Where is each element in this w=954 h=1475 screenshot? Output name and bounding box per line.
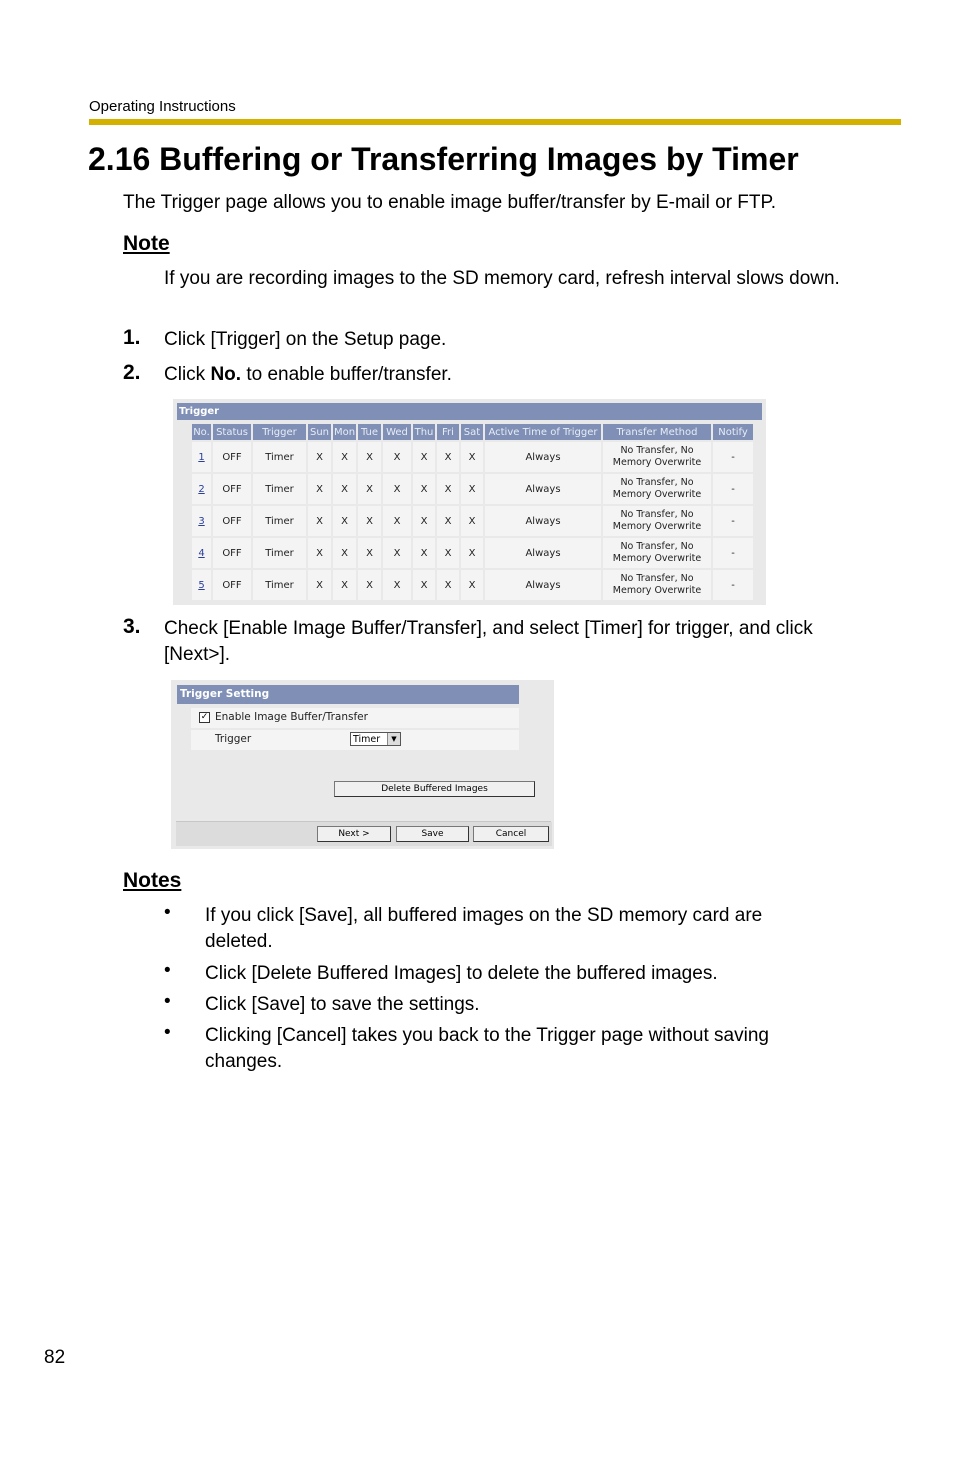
bullet-icon: • [164,902,171,923]
row-number-link[interactable]: 1 [192,442,211,472]
day-cell: X [383,570,411,600]
col-notify: Notify [713,424,753,440]
col-thu: Thu [413,424,435,440]
step-2-text [164,361,452,388]
note-item-1-line-2: deleted. [205,931,273,952]
day-cell: X [333,474,356,504]
day-cell: X [413,474,435,504]
table-row [192,442,753,472]
row-number-link[interactable]: 4 [192,538,211,568]
trigger-cell: Timer [253,570,306,600]
method-line-1: No Transfer, No [620,573,694,584]
day-cell: X [358,442,381,472]
note-item-4-line-2: changes. [205,1051,283,1072]
table-row [192,538,753,568]
day-cell: X [383,474,411,504]
status-cell: OFF [213,506,251,536]
step-3-text-line-2: [Next>]. [164,644,230,665]
col-wed: Wed [383,424,411,440]
day-cell: X [413,442,435,472]
enable-label: Enable Image Buffer/Transfer [215,711,368,723]
day-cell: X [308,442,331,472]
trigger-setting-screenshot [171,680,554,849]
day-cell: X [461,442,483,472]
day-cell: X [308,506,331,536]
trigger-cell: Timer [253,538,306,568]
day-cell: X [437,570,459,600]
section-title: 2.16 Buffering or Transferring Images by Timer [88,141,799,177]
page-number: 82 [44,1347,66,1368]
trigger-table-title: Trigger [177,403,762,420]
day-cell: X [413,538,435,568]
status-cell: OFF [213,538,251,568]
active-time-cell: Always [485,538,601,568]
day-cell: X [333,442,356,472]
day-cell: X [383,506,411,536]
enable-checkbox[interactable]: ✓ [200,712,209,722]
transfer-method-cell [603,570,711,600]
transfer-method-cell [603,474,711,504]
method-line-1: No Transfer, No [620,445,694,456]
header-rule [89,119,901,125]
col-sun: Sun [308,424,331,440]
day-cell: X [358,506,381,536]
row-number-link[interactable]: 2 [192,474,211,504]
running-header: Operating Instructions [89,98,236,115]
day-cell: X [358,474,381,504]
step-2-number: 2. [123,361,141,384]
active-time-cell: Always [485,506,601,536]
intro-text: The Trigger page allows you to enable image buffer/transfer by E-mail or FTP. [123,192,777,213]
trigger-cell: Timer [253,442,306,472]
trigger-select-value: Timer [353,734,381,745]
step-1-number: 1. [123,326,141,349]
step-3-number: 3. [123,615,141,638]
trigger-setting-title: Trigger Setting [177,685,519,704]
next-button[interactable]: Next > [317,826,391,842]
day-cell: X [383,538,411,568]
day-cell: X [333,538,356,568]
dropdown-arrow-icon: ▼ [387,733,400,745]
day-cell: X [437,506,459,536]
step-2-text-after: to enable buffer/transfer. [241,364,452,385]
trigger-label: Trigger [215,733,252,745]
step-2-bold: No. [210,364,242,385]
bullet-icon: • [164,991,171,1012]
notify-cell: - [713,570,753,600]
day-cell: X [308,538,331,568]
status-cell: OFF [213,442,251,472]
notify-cell: - [713,538,753,568]
save-button[interactable]: Save [396,826,469,842]
trigger-select[interactable] [350,732,401,746]
transfer-method-cell [603,506,711,536]
day-cell: X [358,538,381,568]
notify-cell: - [713,474,753,504]
day-cell: X [437,538,459,568]
enable-row [191,708,519,728]
day-cell: X [461,474,483,504]
note-item-1-line-1: If you click [Save], all buffered images on the SD memory card are [205,905,763,926]
note-item-4-line-1: Clicking [Cancel] takes you back to the Trigger page without saving [205,1025,769,1046]
method-line-2: Memory Overwrite [612,489,702,500]
table-row [192,570,753,600]
col-fri: Fri [437,424,459,440]
active-time-cell: Always [485,570,601,600]
table-row [192,506,753,536]
day-cell: X [413,570,435,600]
day-cell: X [308,474,331,504]
day-cell: X [437,474,459,504]
transfer-method-cell [603,442,711,472]
method-line-1: No Transfer, No [620,541,694,552]
row-number-link[interactable]: 3 [192,506,211,536]
col-status: Status [213,424,251,440]
active-time-cell: Always [485,442,601,472]
status-cell: OFF [213,570,251,600]
bullet-icon: • [164,960,171,981]
table-row [192,474,753,504]
day-cell: X [333,506,356,536]
day-cell: X [308,570,331,600]
col-no: No. [192,424,211,440]
step-1-text: Click [Trigger] on the Setup page. [164,329,447,350]
notify-cell: - [713,442,753,472]
col-trigger: Trigger [253,424,306,440]
col-transfer-method: Transfer Method [603,424,711,440]
trigger-table-header [192,424,753,440]
trigger-cell: Timer [253,506,306,536]
delete-buffered-images-button[interactable]: Delete Buffered Images [334,781,535,797]
col-active-time: Active Time of Trigger [485,424,601,440]
trigger-page-screenshot [173,399,766,605]
note-item-2: Click [Delete Buffered Images] to delete the buffered images. [205,963,718,984]
trigger-cell: Timer [253,474,306,504]
col-sat: Sat [461,424,483,440]
day-cell: X [333,570,356,600]
day-cell: X [437,442,459,472]
method-line-1: No Transfer, No [620,509,694,520]
method-line-2: Memory Overwrite [612,457,702,468]
bullet-icon: • [164,1022,171,1043]
method-line-2: Memory Overwrite [612,553,702,564]
trigger-table [190,422,755,602]
notes-heading: Notes [123,869,182,892]
note-heading: Note [123,232,170,255]
notify-cell: - [713,506,753,536]
day-cell: X [461,570,483,600]
method-line-2: Memory Overwrite [612,585,702,596]
method-line-2: Memory Overwrite [612,521,702,532]
transfer-method-cell [603,538,711,568]
day-cell: X [383,442,411,472]
cancel-button[interactable]: Cancel [473,826,549,842]
note-item-3: Click [Save] to save the settings. [205,994,480,1015]
day-cell: X [461,538,483,568]
status-cell: OFF [213,474,251,504]
active-time-cell: Always [485,474,601,504]
row-number-link[interactable]: 5 [192,570,211,600]
step-2-text-before: Click [164,364,211,385]
trigger-row [191,730,519,750]
day-cell: X [461,506,483,536]
day-cell: X [358,570,381,600]
step-3-text-line-1: Check [Enable Image Buffer/Transfer], and select [Timer] for trigger, and click [164,618,813,639]
note-text: If you are recording images to the SD memory card, refresh interval slows down. [164,268,840,289]
method-line-1: No Transfer, No [620,477,694,488]
day-cell: X [413,506,435,536]
col-tue: Tue [358,424,381,440]
col-mon: Mon [333,424,356,440]
